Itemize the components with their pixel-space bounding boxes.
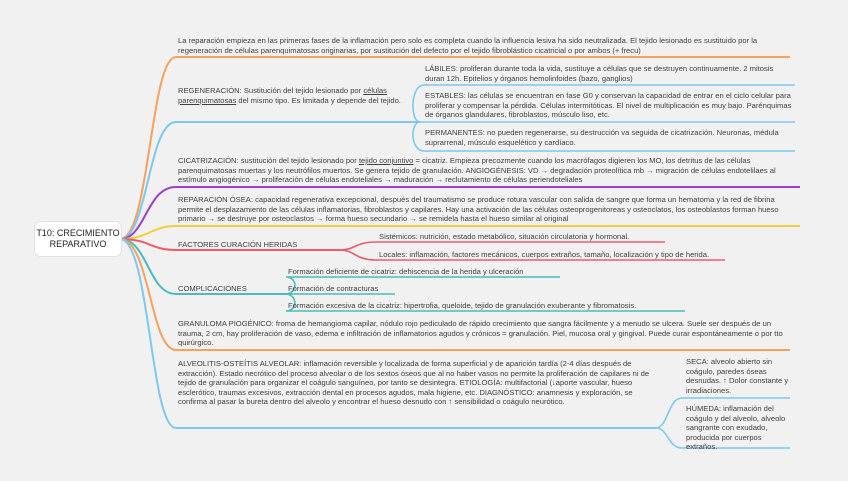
topic-intro[interactable] <box>178 36 790 55</box>
topic-factores[interactable] <box>178 240 343 250</box>
cicatrizacion-text-underlined: tejido conjuntivo <box>358 156 414 165</box>
cicatrizacion-text-a: CICATRIZACIÓN: sustitución del tejido lesionado por <box>178 156 357 165</box>
regeneracion-text-a: REGENERACIÓN: Sustitución del tejido lesionado por <box>178 86 362 95</box>
alveolitis-text: ALVEOLITIS-OSTEÍTIS ALVEOLAR: inflamación reversible y localizada de forma superficial y de aparición tardía (2-4 días después de extracción). Estado necrótico del proceso alveolar o de los sextos óseos que al no haber vasos no permite la proliferación de capilares ni de tejido de granulación para organizar el coágulo sanguíneo, por tanto se desintegra. ETIOLOGÍA: multifactorial (↓aporte vascular, hueso esclerótico, traumas excesivos, extracción dental en procesos agudos, mala higiene, etc. DIAGNÓSTICO: anamnesis y exploración, se confirma al pasar la bureta dentro del alveolo y encontrar el hueso desnudo con ↑ sensibilidad o coágulo neurótico. <box>178 359 650 407</box>
topic-humeda[interactable] <box>686 404 792 452</box>
topic-comp-deficiente[interactable] <box>288 267 568 277</box>
topic-comp-contracturas[interactable] <box>288 284 408 294</box>
estables-text: ESTABLES: las células se encuentran en fase G0 y conservan la capacidad de entrar en el ciclo celular para proliferar y compensar la pérdida. Células intermitóticas. El nivel de multiplicación es muy bajo. Parénquimas de órganos glandulares, fibroblastos, músculo liso, etc. <box>425 91 792 120</box>
seca-text: SECA: alveolo abierto sin coágulo, paredes óseas desnudas. ↑ Dolor constante y irradiaciones. <box>686 357 789 395</box>
topic-complicaciones[interactable] <box>178 284 282 294</box>
granuloma-text: GRANULOMA PIOGÉNICO: froma de hemangioma capilar, nódulo rojo pediculado de rápido crecimiento que sangra fácilmente y a menudo se ulcera. Suele ser después de un trauma, 2 cm, hay proliferación de vaso, edema e infiltración de inflamatorios agudos y crónicos = granulación. Piel, mucosa oral y gingival. Puede curar espontáneamente o por tto quirúrgico. <box>178 319 783 348</box>
topic-estables[interactable] <box>425 91 793 120</box>
complicaciones-text: COMPLICACIONES <box>178 284 247 293</box>
topic-intro-text: La reparación empieza en las primeras fases de la inflamación pero solo es completa cuando la influencia lesiva ha sido neutralizada. El tejido lesionado es sustituido por la regeneración de células parenquimatosas originarias, por sustitución del defecto por el tejido fibroblástico cicatricial o por ambos (+ frecu) <box>178 36 758 55</box>
topic-locales[interactable] <box>379 250 729 260</box>
comp-contracturas-text: Formación de contracturas <box>288 284 379 293</box>
sistemicos-text: Sistémicos: nutrición, estado metabólico, situación circulatoria y hormonal. <box>379 232 630 241</box>
topic-reparacion-osea[interactable] <box>178 195 798 224</box>
labiles-text: LÁBILES: proliferan durante toda la vida, sustituye a células que se destruyen continuamente. 2 mitosis duran 12h. Epitelios y órganos hemolinfoides (bazo, ganglios) <box>425 64 774 83</box>
locales-text: Locales: inflamación, factores mecánicos, cuerpos extraños, tamaño, localización y tipo de herida. <box>379 250 710 259</box>
factores-text: FACTORES CURACIÓN HERIDAS <box>178 240 298 249</box>
link-sistemicos <box>340 242 665 250</box>
topic-labiles[interactable] <box>425 64 793 83</box>
osea-text: REPARACIÓN ÓSEA: capacidad regenerativa excepcional, después del traumatismo se produce rotura vascular con salida de sangre que forma un hematoma y la red de fibrina permite el desplazamiento de las células inflamatorias, fibroblastos y capilares. Hay una activación de las células osteoprogenitoreas y osteoclatos, los osteoblastos forman hueso primario → se destruye por osteoclastos → forma hueso secundario → se remidela hasta el hueso similar al original <box>178 195 779 224</box>
comp-excesiva-text: Formación excesiva de la cicatriz: hipertrofia, queloide, tejido de granulación exuberante y fibromatosis. <box>288 301 637 310</box>
regeneracion-text-b: del mismo tipo. Es limitada y depende del tejido. <box>238 95 401 105</box>
topic-seca[interactable] <box>686 357 792 395</box>
comp-deficiente-text: Formación deficiente de cicatriz: dehiscencia de la herida y ulceración <box>288 267 524 276</box>
topic-granuloma[interactable] <box>178 319 790 348</box>
topic-comp-excesiva[interactable] <box>288 301 688 311</box>
central-topic-label: T10: CRECIMIENTO REPARATIVO <box>36 228 120 249</box>
topic-permanentes[interactable] <box>425 128 793 147</box>
central-topic[interactable] <box>35 222 121 256</box>
cicatrizacion-text-b: = cicatriz. Empieza precozmente cuando los macrófagos digieren los MO, los detritus de las células parenquimatosas muertas y los neutrófilos muertos. Se genera tejido de granulación. ANGIOGÉNESIS: VD → degradación proteolítica mb → migración de células endotelilaes al estímulo angiogénico → proliferación de células endoteliales → maduración → reclutamiento de células periendoteliales <box>178 156 776 185</box>
permanentes-text: PERMANENTES: no pueden regenerarse, su destrucción va seguida de cicatrización. Neuronas, médula suprarrenal, músculo esquelético y cardíaco. <box>425 128 779 147</box>
topic-cicatrizacion[interactable] <box>178 156 798 185</box>
topic-sistemicos[interactable] <box>379 232 669 242</box>
regeneracion-text-underlined: células parenquimatosas <box>178 86 387 105</box>
humeda-text: HÚMEDA: inflamación del coágulo y del alveolo, alveolo sangrante con exudado, producida por cuerpos extraños. <box>686 404 786 452</box>
topic-alveolitis[interactable] <box>178 359 652 407</box>
topic-regeneracion[interactable] <box>178 86 414 105</box>
